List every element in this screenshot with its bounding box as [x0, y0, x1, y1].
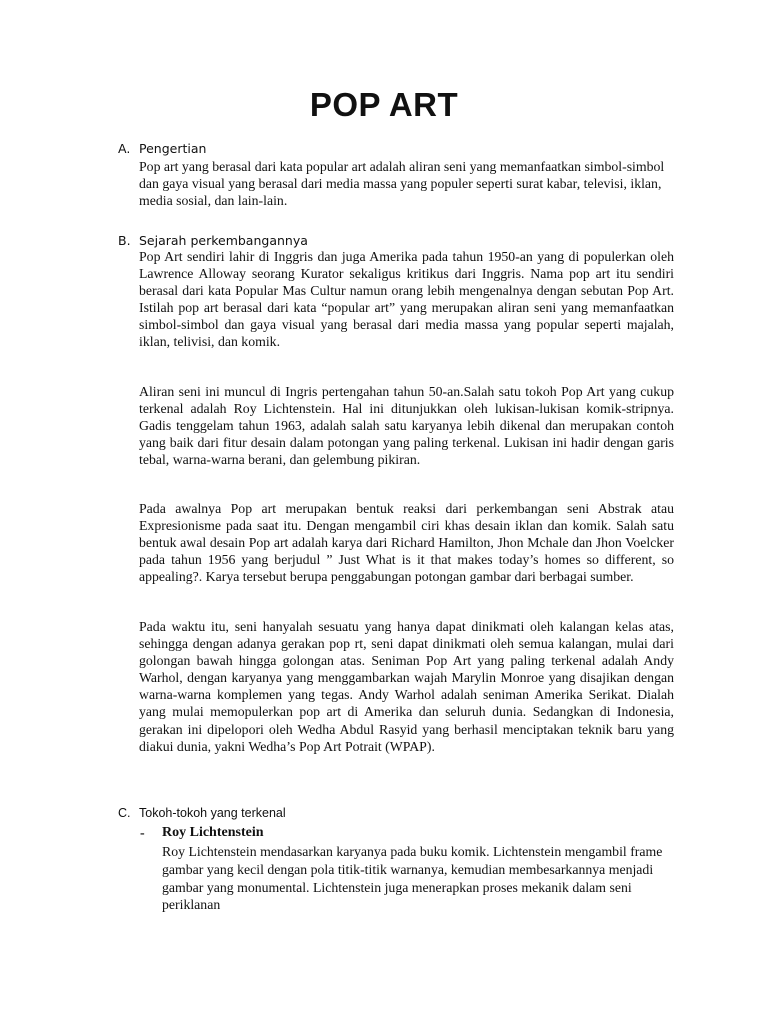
section-c-marker: C.	[118, 806, 131, 820]
section-b-paragraph-4: Pada waktu itu, seni hanyalah sesuatu yang hanya dapat dinikmati oleh kalangan kelas atas, sehingga dengan adanya gerakan pop rt, seni dapat dinikmati oleh semua kalangan, mulai dari golongan bawah hingga golongan atas. Seniman Pop Art yang paling terkenal adalah Andy Warhol, dengan karyanya yang menggambarkan wajah Marylin Monroe yang disajikan dengan warna-warna komplemen yang tegas. Andy Warhol adalah seniman Amerika Serikat. Dialah yang mulai memopulerkan pop art di Amerika dan seluruh dunia. Sedangkan di Indonesia, gerakan ini dipelopori oleh Wedha Abdul Rasyid yang berhasil menciptakan teknik baru yang diakui dunia, yakni Wedha’s Pop Art Potrait (WPAP).	[139, 619, 674, 754]
section-c-heading: Tokoh-tokoh yang terkenal	[139, 806, 286, 820]
section-a-heading: Pengertian	[139, 141, 207, 156]
section-a-marker: A.	[118, 141, 131, 156]
section-b-heading: Sejarah perkembangannya	[139, 233, 308, 248]
person-name: Roy Lichtenstein	[162, 825, 264, 840]
person-description: Roy Lichtenstein mendasarkan karyanya pada buku komik. Lichtenstein mengambil frame gambar yang kecil dengan pola titik-titik warnanya, kemudian membesarkannya menjadi gambar yang monumental. Lichtenstein juga menerapkan proses mekanik dalam seni periklanan	[162, 844, 663, 913]
section-b-marker: B.	[118, 233, 131, 248]
section-a-paragraph: Pop art yang berasal dari kata popular art adalah aliran seni yang memanfaatkan simbol-simbol dan gaya visual yang berasal dari media massa yang populer seperti surat kabar, televisi, iklan, media sosial, dan lain-lain.	[139, 159, 665, 209]
list-item-bullet: -	[140, 826, 145, 841]
section-b-paragraph-3: Pada awalnya Pop art merupakan bentuk reaksi dari perkembangan seni Abstrak atau Expresionisme pada saat itu. Dengan mengambil ciri khas desain iklan dan komik. Salah satu bentuk awal desain Pop art adalah karya dari Richard Hamilton, Jhon Mchale dan Jhon Voelcker pada tahun 1956 yang berjudul ” Just What is it that makes today’s homes so different, so appealing?. Karya tersebut berupa penggabungan potongan gambar dari berbagai sumber.	[139, 501, 674, 585]
section-b-paragraph-1: Pop Art sendiri lahir di Inggris dan juga Amerika pada tahun 1950-an yang di populerkan oleh Lawrence Alloway seorang Kurator sekaligus kritikus dari Inggris. Nama pop art itu sendiri berasal dari kata Popular Mas Cultur namun orang lebih mengenalnya dengan sebutan Pop Art. Istilah pop art berasal dari kata “popular art” yang merupakan aliran seni yang memanfaatkan simbol-simbol dan gaya visual yang berasal dari media massa yang popular seperti majalah, iklan, telivisi, dan komik.	[139, 249, 674, 350]
document-title: POP ART	[309, 86, 459, 123]
section-b-paragraph-2: Aliran seni ini muncul di Ingris pertengahan tahun 50-an.Salah satu tokoh Pop Art yang cukup terkenal adalah Roy Lichtenstein. Hal ini ditunjukkan oleh lukisan-lukisan komik-stripnya. Gadis tenggelam tahun 1963, adalah salah satu karyanya lebih dikenal dan merupakan contoh yang baik dari fitur desain dalam potongan yang paling terkenal. Lukisan ini hadir dengan garis tebal, warna-warna berani, dan gelembung pikiran.	[139, 384, 674, 468]
